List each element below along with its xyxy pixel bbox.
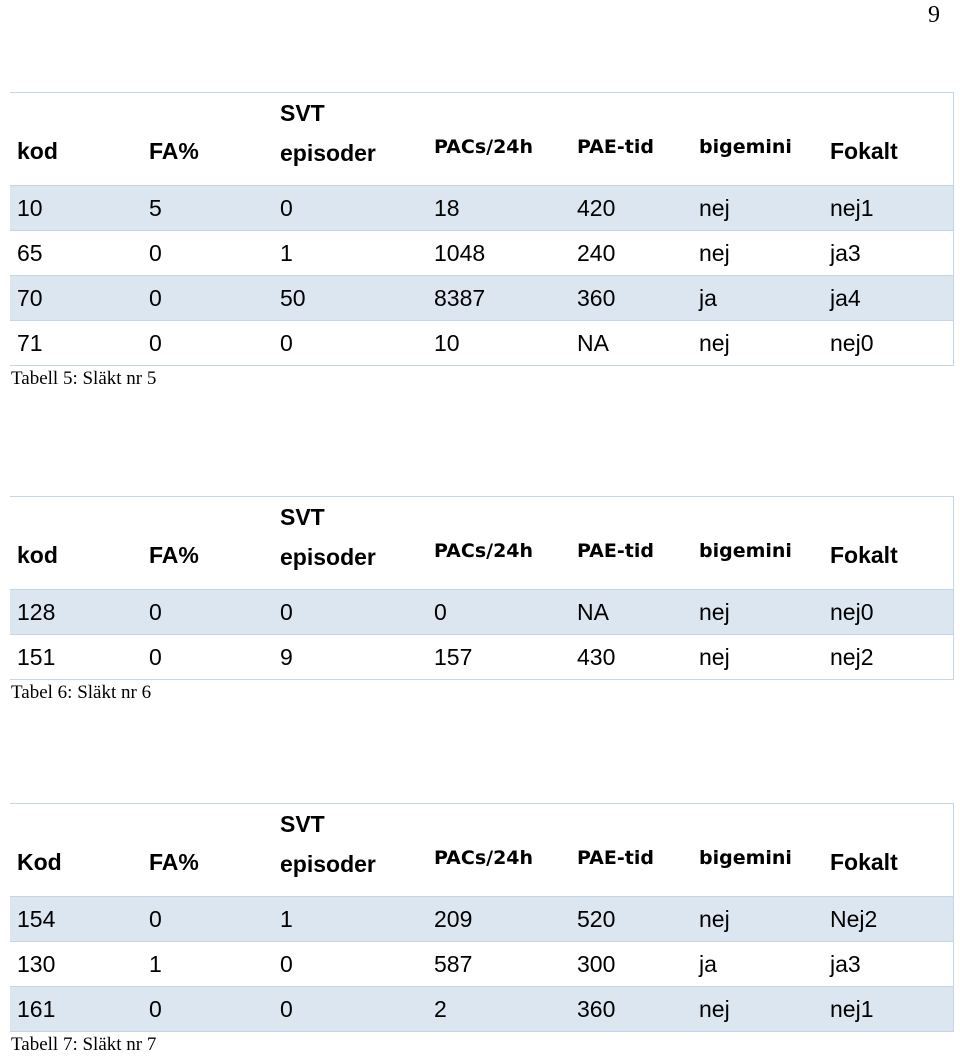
table-cell: 0	[142, 987, 273, 1032]
table-cell: 50	[273, 276, 427, 321]
table-cell: ja3	[823, 231, 953, 276]
table-cell: 1	[273, 231, 427, 276]
table-cell: Nej2	[823, 897, 953, 942]
table-cell: 0	[273, 186, 427, 231]
table-cell: ja4	[823, 276, 953, 321]
table-cell: nej	[692, 590, 823, 635]
header-pacs: PACs/24h	[427, 93, 570, 186]
header-fa: FA%	[142, 804, 273, 897]
table-row	[10, 590, 953, 635]
table-cell: 1048	[427, 231, 570, 276]
header-svt-episoder	[273, 804, 427, 897]
table-cell: nej0	[823, 321, 953, 366]
table-cell: nej0	[823, 590, 953, 635]
table-cell: 10	[10, 186, 142, 231]
table-cell: 70	[10, 276, 142, 321]
table-caption: Tabel 6: Släkt nr 6	[11, 682, 152, 703]
table-cell: nej1	[823, 987, 953, 1032]
table-cell: 0	[427, 590, 570, 635]
table-cell: 128	[10, 590, 142, 635]
table-block-5	[10, 92, 953, 390]
table-cell: 360	[570, 987, 692, 1032]
header-fokalt: Fokalt	[823, 497, 953, 590]
header-pacs: PACs/24h	[427, 497, 570, 590]
table-row	[10, 987, 953, 1032]
table-cell: 161	[10, 987, 142, 1032]
table-block-6	[10, 496, 953, 704]
table-cell: 1	[142, 942, 273, 987]
table-row	[10, 276, 953, 321]
header-svt: SVT	[280, 504, 325, 530]
table-cell: 240	[570, 231, 692, 276]
table-cell: ja	[692, 276, 823, 321]
table-row	[10, 897, 953, 942]
header-fa: FA%	[142, 93, 273, 186]
header-pae-tid: PAE-tid	[570, 804, 692, 897]
header-svt-episoder	[273, 93, 427, 186]
header-kod: kod	[10, 93, 142, 186]
header-pae-tid: PAE-tid	[570, 93, 692, 186]
header-kod: Kod	[10, 804, 142, 897]
table-cell: 0	[273, 942, 427, 987]
table-cell: 151	[10, 635, 142, 680]
page-number: 9	[928, 2, 940, 28]
table-cell: 430	[570, 635, 692, 680]
table-cell: 0	[273, 987, 427, 1032]
header-fokalt: Fokalt	[823, 93, 953, 186]
data-table	[10, 496, 954, 680]
header-svt: SVT	[280, 811, 325, 837]
table-cell: 157	[427, 635, 570, 680]
table-cell: 1	[273, 897, 427, 942]
header-svt: SVT	[280, 100, 325, 126]
table-block-7	[10, 803, 953, 1056]
table-cell: nej2	[823, 635, 953, 680]
table-cell: nej1	[823, 186, 953, 231]
table-cell: 71	[10, 321, 142, 366]
header-bigemini: bigemini	[692, 93, 823, 186]
table-cell: 360	[570, 276, 692, 321]
table-cell: 0	[142, 897, 273, 942]
header-fokalt: Fokalt	[823, 804, 953, 897]
table-cell: nej	[692, 635, 823, 680]
table-cell: 18	[427, 186, 570, 231]
table-cell: 154	[10, 897, 142, 942]
header-episoder: episoder	[280, 544, 376, 570]
table-row	[10, 321, 953, 366]
table-cell: nej	[692, 897, 823, 942]
header-bigemini: bigemini	[692, 804, 823, 897]
table-cell: 0	[273, 590, 427, 635]
table-cell: ja3	[823, 942, 953, 987]
table-cell: 65	[10, 231, 142, 276]
table-row	[10, 635, 953, 680]
table-header-row	[10, 804, 953, 897]
table-cell: 0	[142, 635, 273, 680]
table-cell: 0	[273, 321, 427, 366]
table-cell: 130	[10, 942, 142, 987]
data-table	[10, 92, 954, 366]
table-cell: NA	[570, 321, 692, 366]
table-cell: 520	[570, 897, 692, 942]
table-row	[10, 231, 953, 276]
table-cell: 5	[142, 186, 273, 231]
table-cell: 10	[427, 321, 570, 366]
table-cell: 8387	[427, 276, 570, 321]
header-episoder: episoder	[280, 851, 376, 877]
header-kod: kod	[10, 497, 142, 590]
table-caption: Tabell 5: Släkt nr 5	[11, 368, 157, 389]
table-cell: NA	[570, 590, 692, 635]
table-header-row	[10, 93, 953, 186]
header-pae-tid: PAE-tid	[570, 497, 692, 590]
table-cell: 300	[570, 942, 692, 987]
table-cell: 9	[273, 635, 427, 680]
table-cell: nej	[692, 321, 823, 366]
table-cell: nej	[692, 231, 823, 276]
table-header-row	[10, 497, 953, 590]
header-pacs: PACs/24h	[427, 804, 570, 897]
header-episoder: episoder	[280, 140, 376, 166]
table-cell: 420	[570, 186, 692, 231]
header-fa: FA%	[142, 497, 273, 590]
table-cell: 2	[427, 987, 570, 1032]
table-row	[10, 942, 953, 987]
header-bigemini: bigemini	[692, 497, 823, 590]
table-cell: ja	[692, 942, 823, 987]
table-cell: nej	[692, 987, 823, 1032]
table-caption: Tabell 7: Släkt nr 7	[11, 1034, 157, 1055]
table-cell: 0	[142, 231, 273, 276]
data-table	[10, 803, 954, 1032]
table-cell: 0	[142, 321, 273, 366]
table-cell: 209	[427, 897, 570, 942]
table-cell: 587	[427, 942, 570, 987]
table-cell: 0	[142, 590, 273, 635]
table-row	[10, 186, 953, 231]
header-svt-episoder	[273, 497, 427, 590]
table-cell: 0	[142, 276, 273, 321]
table-cell: nej	[692, 186, 823, 231]
